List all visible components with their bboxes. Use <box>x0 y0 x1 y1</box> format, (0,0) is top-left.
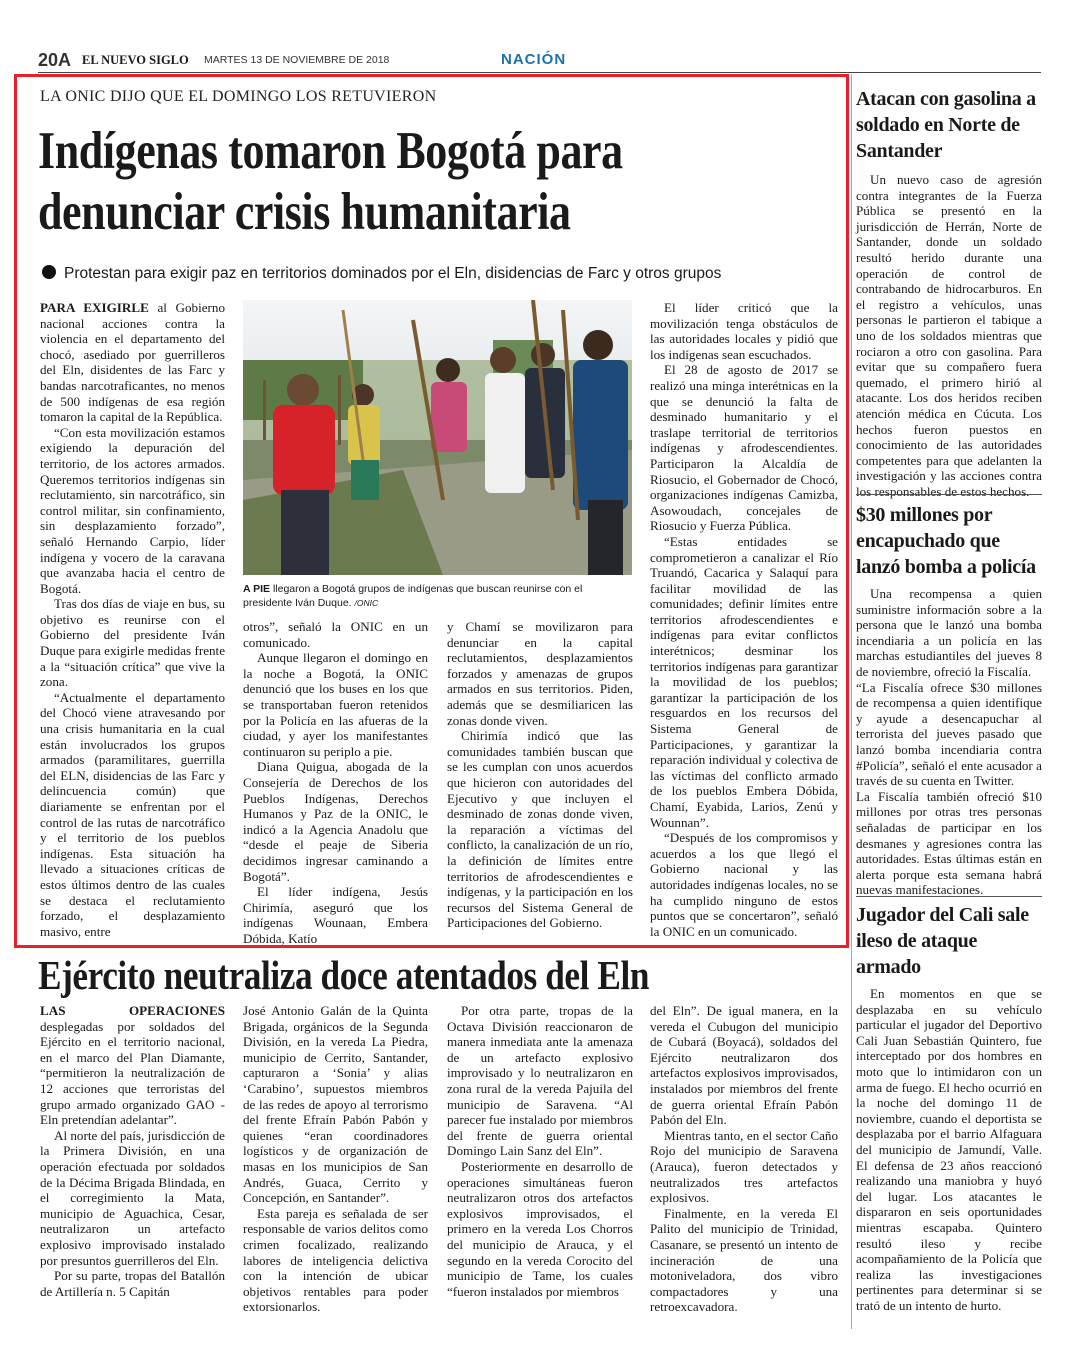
second-headline: Ejército neutraliza doce atentados del Eln <box>38 952 650 998</box>
paragraph: Un nuevo caso de agresión contra integrantes de la Fuerza Pública se presentó en la jurisdicción de Herrán, Norte de Santander, donde un soldado resultó herido durante una operación de control de contrabando de hidrocarburos. En el registro a vehículos, unas personas le partieron el tabique a uno de los soldados mientras que rociaron a otro con gasolina. Para evitar que su compañero fuera quemado, el primero hirió al atacante. Los dos heridos reciben atención médica en Cúcuta. Los hechos fueron puestos en conocimiento de las autoridades competentes para que adelanten la investigación y las acciones contra los responsables de estos hechos. <box>856 172 1042 499</box>
sidebar-story-1 <box>856 86 1046 499</box>
second-column-4 <box>650 1003 838 1315</box>
paragraph: Diana Quigua, abogada de la Consejería de Derechos de los Pueblos Indígenas, Derechos Humanos y Paz de la ONIC, le indicó a la Agencia Anadolu que “desde el peaje de Siberia decidimos ingresar caminando a Bogotá”. <box>243 759 428 884</box>
main-column-4 <box>650 300 838 939</box>
paragraph: Chirimía indicó que las comunidades también buscan que se les cumplan con unos acuerdos que hicieron con autoridades del Ejecutivo y que incluyen el desminado de zonas donde viven, la reparación a víctimas del conflicto, la canalización de un río, la definición de límites entre territorios de afrodescendientes e indígenas, y la participación en los recursos del Sistema General de Participaciones del Gobierno. <box>447 728 633 931</box>
paragraph: Mientras tanto, en el sector Caño Rojo del municipio de Saravena (Arauca), fueron detectados y neutralizados tres artefactos explosivos. <box>650 1127 838 1206</box>
sidebar-story-3 <box>856 902 1046 1313</box>
second-column-3 <box>447 1003 633 1299</box>
section-label: NACIÓN <box>501 51 567 68</box>
photo-caption: A PIE llegaron a Bogotá grupos de indígenas que buscan reunirse con el presidente Iván Duque. /ONIC <box>243 583 583 609</box>
paragraph: José Antonio Galán de la Quinta Brigada, orgánicos de la Segunda División, en la vereda La Piedra, municipio de Cerrito, Santander, capturaron a ‘Sonia’ y alias ‘Carabino’, supuestos miembros de las redes de apoyo al terrorismo del frente Efraín Pabón Pabón y quienes “eran coordinadores logísticos y de organización de masas en los municipios de San Andrés, Guaca, Cerrito y Concepción, en Santander”. <box>243 1003 428 1206</box>
issue-date: MARTES 13 DE NOVIEMBRE DE 2018 <box>204 54 390 66</box>
paragraph: Al norte del país, jurisdicción de la Primera División, en una operación efectuada por soldados de la Décima Brigada Blindada, en el corregimiento la Mata, municipio de Aguachica, Cesar, neutralizaron un artefacto explosivo improvisado instalado por presuntos guerrilleros del Eln. <box>40 1127 225 1268</box>
main-column-3 <box>447 619 633 931</box>
paragraph: Por otra parte, tropas de la Octava División reaccionaron de manera inmediata ante la amenaza de un artefacto explosivo improvisado y lo neutralizaron en zona rural de la vereda Pajuila del municipio de Saravena. “Al parecer fue instalado por miembros del frente de guerra oriental Domingo Lain Sanz del Eln”. <box>447 1003 633 1159</box>
paragraph: y Chamí se movilizaron para denunciar en la capital reclutamientos, desplazamientos forzados y amenazas de grupos armados en sus territorios. Piden, además que se desmiliaricen las zonas donde viven. <box>447 619 633 728</box>
bullet-icon <box>42 265 56 279</box>
paragraph: “Estas entidades se comprometieron a canalizar el Río Truandó, Cacarica y Salaquí para facilitar movilidad de las comunidades; definir límites entre territorios afrodescendientes e indígenas para evitar conflictos interétnicos; desminar los territorios indígenas para garantizar la movilidad de los pueblos; garantizar la participación de los resguardos en los recursos del Sistema General de Participaciones, y garantizar la reparación individual y colectiva de las víctimas del conflicto armado de los pueblos Embera Dóbida, Chamí, Eyabida, Larios, Zenú y Wounnan”. <box>650 533 838 830</box>
paragraph: “La Fiscalía ofrece $30 millones de recompensa a quien identifique y ayude a desencapuchar al terrorista del jueves pasado que lanzó bomba incendiaria contra #Policía”, señaló el ente acusador a través de su cuenta en Twitter. <box>856 679 1042 789</box>
page-header <box>38 50 1048 72</box>
paragraph: Esta pareja es señalada de ser responsable de varios delitos como crimen focalizado, realizando labores de inteligencia delictiva con la intención de ubicar objetivos rentables para poder extorsionarlos. <box>243 1205 428 1315</box>
paragraph: “Después de los compromisos y acuerdos a los que llegó el Gobierno nacional y las autoridades indígenas locales, no se ha cumplido ninguno de estos puntos que se concertaron”, señaló la ONIC en un comunicado. <box>650 830 838 939</box>
paragraph: El 28 de agosto de 2017 se realizó una minga interétnicas en la que se denunció la falta de desminado humanitario y el traslape territorial de territorios indígenas y afrodescendientes. Participaron la Alcaldía de Riosucio, el Gobernador de Chocó, organizaciones indígenas Camizba, Asowoudach, concejales de Riosucio y Fuerza Pública. <box>650 362 838 534</box>
kicker: LA ONIC DIJO QUE EL DOMINGO LOS RETUVIERON <box>40 88 437 105</box>
paragraph: El líder criticó que la movilización tenga obstáculos de las autoridades locales y pidió que los indígenas sean escuchados. <box>650 300 838 362</box>
newspaper-name: EL NUEVO SIGLO <box>82 53 189 67</box>
sidebar-body-1 <box>856 172 1042 499</box>
sidebar-headline-3: Jugador del Cali sale ileso de ataque armado <box>856 904 1029 978</box>
sidebar-story-2 <box>856 502 1046 898</box>
page-number: 20A <box>38 50 72 70</box>
main-headline: Indígenas tomaron Bogotá para denunciar crisis humanitaria <box>38 122 623 241</box>
deck: Protestan para exigir paz en territorios dominados por el Eln, disidencias de Farc y otros grupos <box>42 265 842 283</box>
paragraph: El líder indígena, Jesús Chirimía, aseguró que los indígenas Wounaan, Embera Dóbida, Katío <box>243 884 428 946</box>
paragraph: Aunque llegaron el domingo en la noche a Bogotá, la ONIC denunció que los buses en los que se transportaban fueron retenidos por la Policía en las afueras de la ciudad, y ayer los manifestantes continuaron su periplo a pie. <box>243 650 428 759</box>
paragraph: “Actualmente el departamento del Chocó viene atravesando por una crisis humanitaria en la cual están involucrados los grupos armados (paramilitares, guerrilla del ELN, disidencias de las Farc y delincuencia común) que diariamente se enfrentan por el control de las rutas de narcotráfico y el territorio de los pueblos indígenas. Esta situación ha llevado a situaciones críticas de estos últimos dentro de las cuales se destaca el reclutamiento forzado, el desplazamiento masivo, entre <box>40 689 225 939</box>
paragraph: LAS OPERACIONES desplegadas por soldados del Ejército en el territorio nacional, en el marco del Plan Diamante, “permitieron la neutralización de 12 acciones que terroristas del grupo armado organizado GAO - Eln pretendían adelantar”. <box>40 1003 225 1128</box>
second-column-1 <box>40 1003 225 1299</box>
paragraph: En momentos en que se desplazaba en su vehículo particular el jugador del Deportivo Cali Juan Sebastián Quintero, fue interceptado por dos hombres en moto que lo intimidaron con un arma de fuego. El hecho ocurrió en la noche del domingo 11 de noviembre, cuando el deportista se desplazaba por el barrio Alfaguara del municipio de Jamundí, Valle. El defensa de 23 años reaccionó realizando una maniobra y huyó del lugar. Los atacantes le dispararon en seis oportunidades mientras escapaba. Quintero resultó ileso y recibe acompañamiento de la Policía que realiza las investigaciones pertinentes para determinar si se trató de un intento de hurto. <box>856 986 1042 1313</box>
paragraph: Finalmente, en la vereda El Palito del municipio de Trinidad, Casanare, se presentó un intento de incineración de una motoniveladora, dos vibro compactadores y una retroexcavadora. <box>650 1205 838 1315</box>
lead-in: LAS OPERACIONES <box>40 1003 225 1018</box>
paragraph: Una recompensa a quien suministre información sobre a la persona que le lanzó una bomba incendiaria a un policía en las marchas estudiantiles del jueves 8 de noviembre, ofreció la Fiscalía. <box>856 586 1042 679</box>
main-column-1 <box>40 300 225 939</box>
paragraph: Posteriormente en desarrollo de operaciones simultáneas fueron neutralizaron otros dos artefactos explosivos improvisados, el primero en la vereda Los Chorros del municipio de Arauca, y el segundo en la vereda Corocito del municipio de Tame, los cuales “fueron instalados por miembros <box>447 1158 633 1299</box>
main-column-2 <box>243 619 428 946</box>
sidebar-headline-2: $30 millones por encapuchado que lanzó bomba a policía <box>856 504 1036 578</box>
paragraph: otros”, señaló la ONIC en un comunicado. <box>243 619 428 650</box>
paragraph: Por su parte, tropas del Batallón de Artillería n. 5 Capitán <box>40 1268 225 1299</box>
sidebar-body-2 <box>856 586 1042 898</box>
paragraph: del Eln”. De igual manera, en la vereda el Cubugon del municipio de Cubará (Boyacá), soldados del Ejército neutralizaron dos artefactos explosivos improvisados, instalados por miembros del frente de guerra oriental Efraín Pabón Pabón del Eln. <box>650 1003 838 1128</box>
photo-indigenous-march <box>243 300 632 575</box>
paragraph: Tras dos días de viaje en bus, su objetivo es reunirse con el Gobierno del presidente Iván Duque para exigirle medidas frente a la “situación crítica” que vive la zona. <box>40 596 225 690</box>
second-column-2 <box>243 1003 428 1315</box>
paragraph: “Con esta movilización estamos exigiendo la depuración del territorio, de los actores armados. Queremos territorios indígenas sin reclutamiento, sin narcotráfico, sin control militar, sin confinamiento, sin desplazamiento forzado”, señaló Hernando Carpio, líder indígena y vocero de la caravana que avanzaba hacia el centro de Bogotá. <box>40 424 225 596</box>
sidebar-headline-1: Atacan con gasolina a soldado en Norte de Santander <box>856 88 1036 162</box>
paragraph: PARA EXIGIRLE al Gobierno nacional acciones contra la violencia en el departamento del chocó, asediado por guerrilleros del Eln, disidentes de las Farc y bandas narcotraficantes, no menos de 500 indígenas de esa región tomaron la capital de la República. <box>40 300 226 425</box>
paragraph: La Fiscalía también ofreció $10 millones por otras tres personas señaladas de participar en los desmanes y agresiones contra las autoridades. Estas últimas están en alerta porque esta semana habrá nuevas manifestaciones. <box>856 788 1042 898</box>
lead-in: PARA EXIGIRLE <box>40 300 149 315</box>
sidebar-body-3 <box>856 986 1042 1313</box>
